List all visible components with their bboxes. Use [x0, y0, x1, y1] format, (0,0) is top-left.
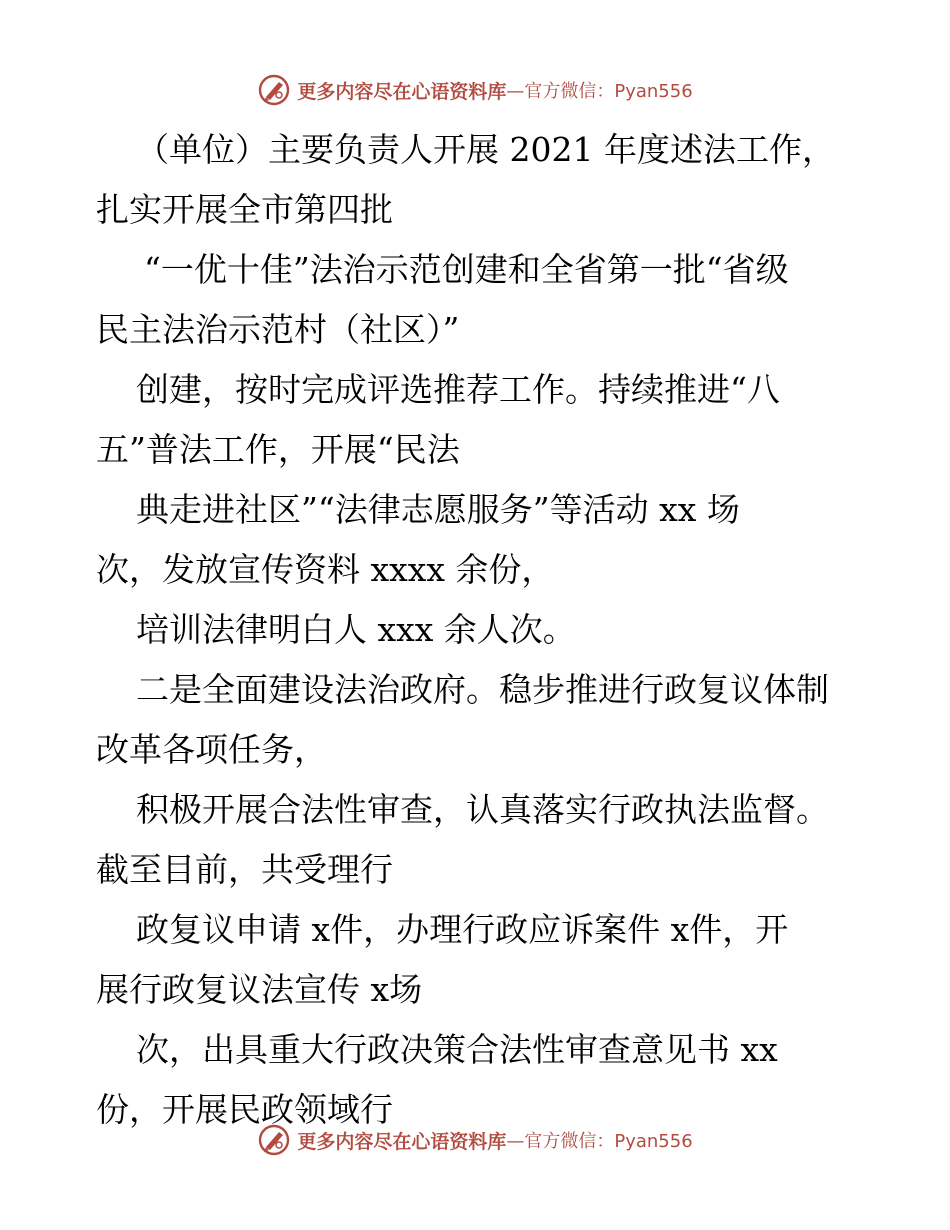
text-line: 次，发放宣传资料 xxxx 余份， [96, 550, 555, 589]
pen-logo-icon [257, 1123, 291, 1157]
text-line: 二是全面建设法治政府。稳步推进行政复议体制 [136, 670, 829, 709]
text-line: 展行政复议法宣传 x场 [96, 970, 423, 1009]
banner-main-text: 更多内容尽在心语资料库 [297, 1130, 507, 1153]
text-line: 政复议申请 x件，办理行政应诉案件 x件，开 [136, 910, 789, 949]
text-line: 创建，按时完成评选推荐工作。持续推进“八 [136, 370, 780, 409]
text-line: （单位）主要负责人开展 2021 年度述法工作， [136, 130, 835, 169]
text-line: “一优十佳”法治示范创建和全省第一批“省级 [144, 250, 789, 289]
text-line: 次，出具重大行政决策合法性审查意见书 xx [136, 1030, 778, 1069]
document-body [96, 120, 866, 1140]
banner-wechat-text: —官方微信：Pyan556 [506, 1131, 693, 1152]
pen-logo-icon [257, 73, 291, 107]
text-line: 民主法治示范村（社区）” [96, 310, 460, 349]
text-line: 培训法律明白人 xxx 余人次。 [136, 610, 576, 649]
text-line: 份，开展民政领域行 [96, 1090, 393, 1129]
text-line: 五”普法工作，开展“民法 [96, 430, 460, 469]
text-line: 典走进社区”“法律志愿服务”等活动 xx 场 [136, 490, 740, 529]
footer-watermark-banner [0, 1120, 950, 1160]
text-line: 积极开展合法性审查，认真落实行政执法监督。 [136, 790, 829, 829]
banner-wechat-text: —官方微信：Pyan556 [506, 81, 693, 102]
text-line: 扎实开展全市第四批 [96, 190, 393, 229]
text-line: 截至目前，共受理行 [96, 850, 393, 889]
header-watermark-banner [0, 70, 950, 110]
banner-main-text: 更多内容尽在心语资料库 [297, 80, 507, 103]
text-line: 改革各项任务， [96, 730, 327, 769]
